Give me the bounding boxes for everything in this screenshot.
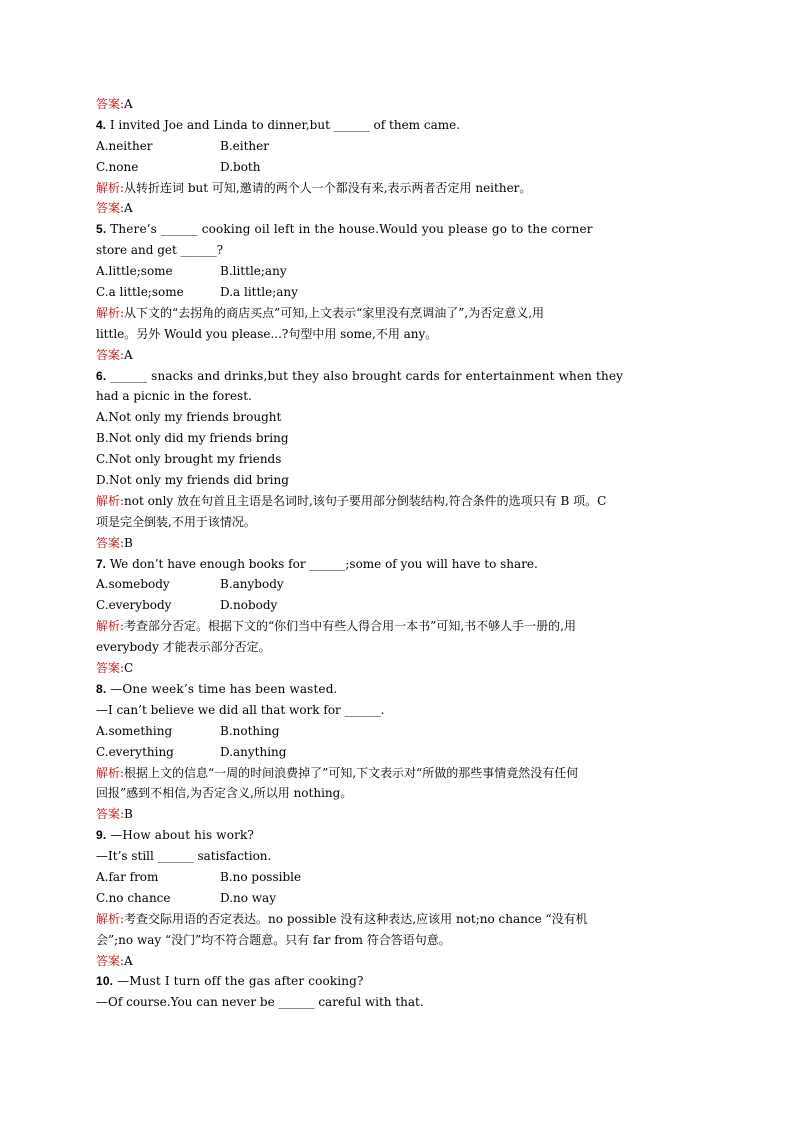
answer-value: A [124, 97, 133, 111]
options-row [96, 157, 696, 178]
answer-label: 答案: [96, 807, 125, 822]
analysis-label: 解析: [96, 305, 125, 320]
question-stem-text: —Of course.You can never be ______ careful with that. [96, 995, 424, 1010]
analysis-line [96, 616, 696, 637]
analysis-line [96, 637, 696, 658]
answer-line [96, 345, 696, 366]
option-choice: D.anything [220, 744, 287, 759]
options-row [96, 282, 696, 303]
options-row [96, 595, 696, 616]
option-choice: D.no way [220, 890, 276, 905]
question-stem-text: —How about his work? [106, 828, 254, 843]
question-stem-line [96, 971, 696, 992]
question-number: 8. [96, 681, 107, 696]
option-choice: A.neither [96, 138, 153, 153]
answer-value: B [124, 535, 133, 550]
options-row [96, 742, 696, 763]
answer-line [96, 804, 696, 825]
option-choice: C.everybody [96, 598, 172, 613]
answer-line [96, 658, 696, 679]
question-stem-text: —It’s still ______ satisfaction. [96, 849, 272, 864]
question-stem-text: I invited Joe and Linda to dinner,but ______ of them came. [106, 117, 461, 132]
question-stem-text: had a picnic in the forest. [96, 389, 252, 404]
option-choice: A.somebody [96, 577, 170, 592]
options-row [96, 449, 696, 470]
analysis-text: not only 放在句首且主语是名词时,该句子要用部分倒装结构,符合条件的选项只有 B 项。C [124, 493, 607, 508]
answer-label: 答案: [96, 535, 125, 550]
question-stem-text: store and get ______? [96, 243, 224, 258]
analysis-text: 考查部分否定。根据下文的“你们当中有些人得合用一本书”可知,书不够人手一册的,用 [124, 619, 576, 634]
option-choice: C.none [96, 159, 139, 174]
answer-label: 答案: [96, 201, 125, 216]
answer-label: 答案: [96, 661, 125, 676]
answer-label: 答案: [96, 953, 125, 968]
question-stem-line [96, 115, 696, 136]
question-stem-line [96, 825, 696, 846]
question-stem-line [96, 386, 696, 407]
options-row [96, 867, 696, 888]
question-stem-text: —I can’t believe we did all that work for ______. [96, 702, 385, 717]
option-choice: B.Not only did my friends bring [96, 431, 289, 446]
answer-line [96, 94, 696, 115]
question-stem-line [96, 992, 696, 1013]
analysis-text: little。另外 Would you please...?句型中用 some,不用 any。 [96, 326, 438, 341]
analysis-label: 解析: [96, 493, 125, 508]
question-stem-text: ______ snacks and drinks,but they also brought cards for entertainment when they [106, 368, 624, 383]
answer-label: 答案: [96, 347, 125, 362]
option-choice: C.Not only brought my friends [96, 452, 282, 467]
question-number: 10. [96, 974, 114, 989]
analysis-label: 解析: [96, 180, 125, 195]
options-row [96, 428, 696, 449]
analysis-line [96, 930, 696, 951]
options-row [96, 261, 696, 282]
document-page [96, 94, 696, 1013]
option-choice: A.Not only my friends brought [96, 410, 282, 425]
answer-label: 答案: [96, 97, 125, 111]
option-choice: A.little;some [96, 264, 173, 279]
analysis-label: 解析: [96, 765, 125, 780]
question-stem-text: There’s ______ cooking oil left in the house.Would you please go to the corner [106, 222, 593, 237]
answer-line [96, 198, 696, 219]
answer-value: C [124, 661, 134, 676]
option-choice: D.Not only my friends did bring [96, 473, 289, 488]
options-row [96, 470, 696, 491]
analysis-line [96, 491, 696, 512]
analysis-text: 回报”感到不相信,为否定含义,所以用 nothing。 [96, 786, 353, 801]
answer-line [96, 533, 696, 554]
analysis-label: 解析: [96, 619, 125, 634]
analysis-label: 解析: [96, 911, 125, 926]
option-choice: C.everything [96, 744, 174, 759]
question-stem-line [96, 219, 696, 240]
answer-value: A [124, 347, 133, 362]
option-choice: C.no chance [96, 890, 171, 905]
options-row [96, 136, 696, 157]
option-choice: B.anybody [220, 577, 284, 592]
analysis-text: 会”;no way “没门”均不符合题意。只有 far from 符合答语句意。 [96, 932, 451, 947]
option-choice: C.a little;some [96, 285, 184, 300]
analysis-text: 从下文的“去拐角的商店买点”可知,上文表示“家里没有烹调油了”,为否定意义,用 [124, 305, 545, 320]
question-number: 5. [96, 222, 107, 237]
answer-value: A [124, 953, 133, 968]
analysis-line [96, 324, 696, 345]
question-number: 9. [96, 828, 107, 843]
options-row [96, 574, 696, 595]
option-choice: B.either [220, 138, 269, 153]
options-row [96, 888, 696, 909]
analysis-text: 根据上文的信息“一周的时间浪费掉了”可知,下文表示对“所做的那些事情竟然没有任何 [124, 765, 579, 780]
option-choice: B.no possible [220, 869, 302, 884]
analysis-text: 从转折连词 but 可知,邀请的两个人一个都没有来,表示两者否定用 neither。 [124, 180, 532, 195]
option-choice: A.something [96, 723, 173, 738]
option-choice: D.nobody [220, 598, 278, 613]
option-choice: D.both [220, 159, 261, 174]
analysis-line [96, 909, 696, 930]
question-number: 6. [96, 368, 107, 383]
option-choice: B.little;any [220, 264, 287, 279]
analysis-text: 项是完全倒装,不用于该情况。 [96, 514, 256, 529]
question-stem-line [96, 846, 696, 867]
question-stem-line [96, 554, 696, 575]
analysis-text: everybody 才能表示部分否定。 [96, 640, 271, 655]
question-number: 7. [96, 556, 107, 571]
analysis-line [96, 178, 696, 199]
analysis-line [96, 512, 696, 533]
question-stem-text: —Must I turn off the gas after cooking? [113, 974, 364, 989]
option-choice: A.far from [96, 869, 159, 884]
question-number: 4. [96, 117, 107, 132]
analysis-text: 考查交际用语的否定表达。no possible 没有这种表达,应该用 not;no chance “没有机 [124, 911, 588, 926]
question-stem-line [96, 366, 696, 387]
analysis-line [96, 763, 696, 784]
answer-value: A [124, 201, 133, 216]
answer-value: B [124, 807, 133, 822]
question-stem-line [96, 240, 696, 261]
options-row [96, 407, 696, 428]
option-choice: D.a little;any [220, 285, 298, 300]
answer-line [96, 951, 696, 972]
options-row [96, 721, 696, 742]
option-choice: B.nothing [220, 723, 280, 738]
question-stem-text: —One week’s time has been wasted. [106, 681, 338, 696]
question-stem-line [96, 679, 696, 700]
analysis-line [96, 783, 696, 804]
question-stem-line [96, 700, 696, 721]
analysis-line [96, 303, 696, 324]
question-stem-text: We don’t have enough books for ______;some of you will have to share. [106, 556, 538, 571]
